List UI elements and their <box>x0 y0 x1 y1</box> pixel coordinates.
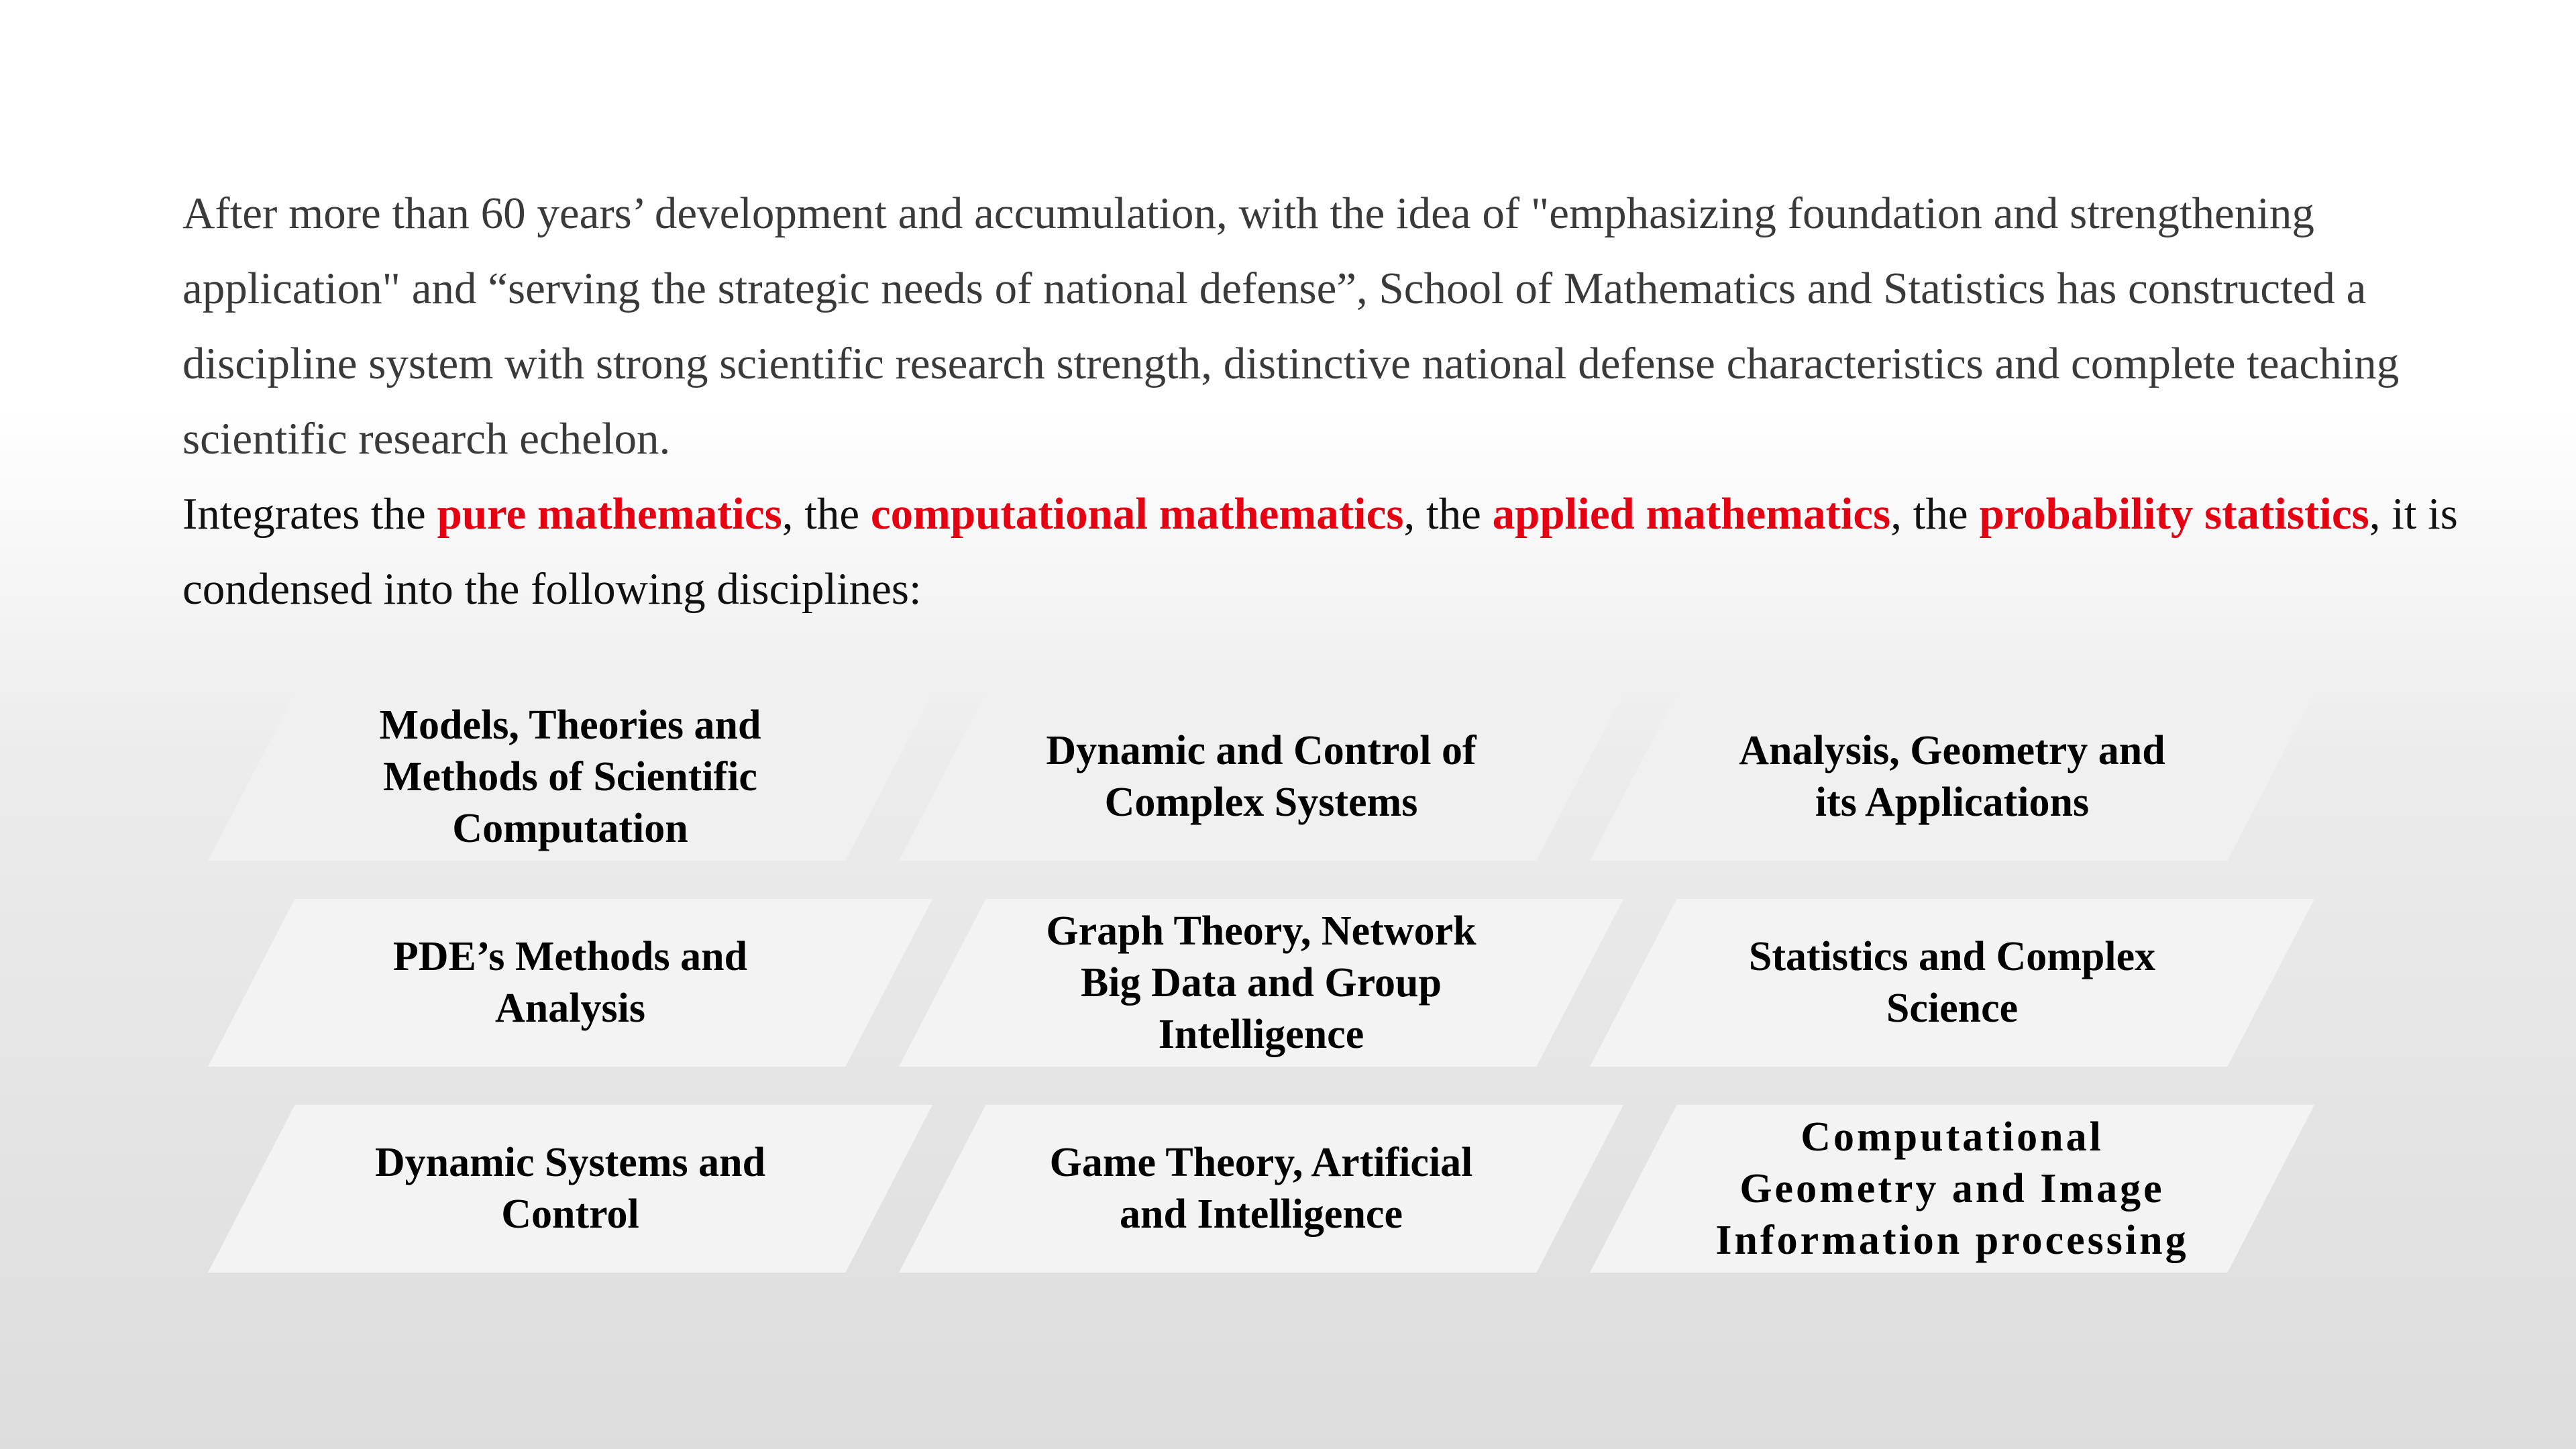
discipline-card <box>899 899 1623 1067</box>
discipline-card <box>1590 1105 2314 1273</box>
discipline-card <box>899 1105 1623 1273</box>
highlight-probability-statistics: probability statistics <box>1979 489 2369 539</box>
highlight-computational-mathematics: computational mathematics <box>870 489 1404 539</box>
discipline-card <box>899 693 1623 861</box>
discipline-card <box>208 1105 932 1273</box>
discipline-label: Dynamic Systems and Control <box>374 1140 766 1237</box>
intro-paragraph-1: After more than 60 years’ development and accumulation, with the idea of "emphasizing foundation and strengthening application" and “serving the strategic needs of national defense”, School of Mathematics and Statistics has constructed a discipline system with strong scientific research strength, distinctive national defense characteristics and complete teaching scientific research echelon. <box>182 189 2400 464</box>
intro-text-segment: , the <box>782 489 871 539</box>
highlight-applied-mathematics: applied mathematics <box>1492 489 1891 539</box>
discipline-label: Graph Theory, Network Big Data and Group Intelligence <box>1046 908 1477 1057</box>
intro-text-segment: , it is condensed into the following disciplines: <box>182 489 2458 614</box>
discipline-label: Analysis, Geometry and its Applications <box>1739 728 2165 825</box>
discipline-card <box>208 693 932 861</box>
discipline-card <box>1590 693 2314 861</box>
discipline-card <box>1590 899 2314 1067</box>
discipline-label: PDE’s Methods and Analysis <box>392 934 748 1031</box>
discipline-label: Dynamic and Control of Complex Systems <box>1046 728 1477 825</box>
discipline-label: Models, Theories and Methods of Scientific Computation <box>379 702 761 851</box>
intro-text-segment: Integrates the <box>182 489 437 539</box>
discipline-label: Computational Geometry and Image Information processing <box>1715 1114 2189 1263</box>
discipline-card <box>208 899 932 1067</box>
discipline-label: Game Theory, Artificial and Intelligence <box>1049 1140 1473 1237</box>
intro-text-segment: , the <box>1890 489 1980 539</box>
discipline-label: Statistics and Complex Science <box>1748 934 2156 1031</box>
intro-text-segment: , the <box>1403 489 1493 539</box>
highlight-pure-mathematics: pure mathematics <box>437 489 782 539</box>
